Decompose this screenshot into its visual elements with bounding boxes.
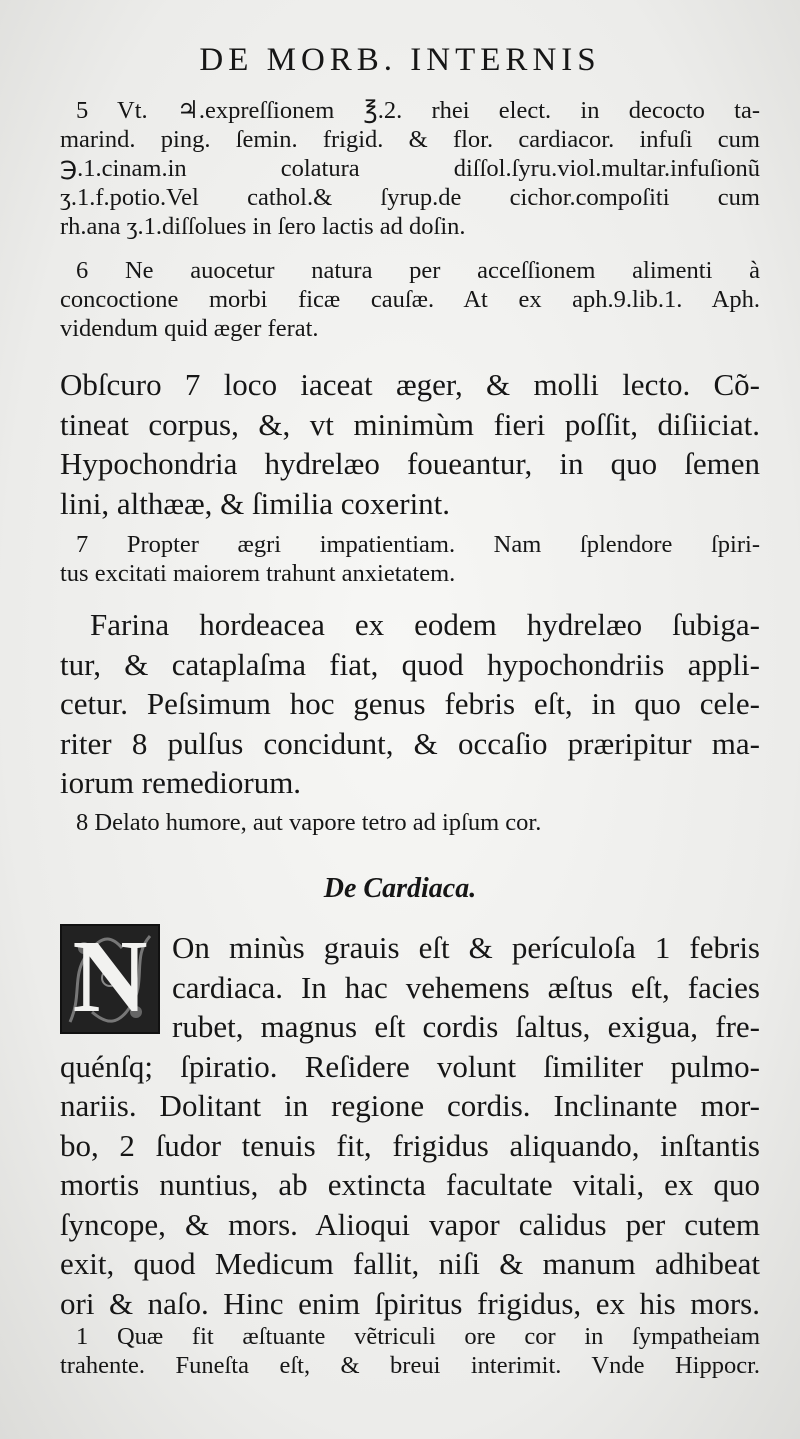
text-line: tur, & cataplaſma fiat, quod hypochondriis appli- — [60, 646, 760, 682]
text-line: rubet, magnus eſt cordis ſaltus, exigua, fre- — [172, 1009, 760, 1044]
text-line: 1 Quæ fit æſtuante vẽtriculi ore cor in ſympatheiam — [76, 1323, 760, 1350]
text-line: ℈.1.cinam.in colatura diſſol.ſyru.viol.multar.infuſionũ — [60, 155, 760, 182]
text-line: mortis nuntius, ab extincta facultate vitali, ex quo — [60, 1167, 760, 1202]
text-line: ſyncope, & mors. Alioqui vapor calidus per cutem — [60, 1206, 760, 1242]
paragraph-cardiaca — [60, 928, 760, 1323]
text-line: Farina hordeacea ex eodem hydrelæo ſubiga- — [90, 607, 760, 642]
text-line: quénſq; ſpiratio. Reſidere volunt ſimiliter pulmo- — [60, 1048, 760, 1084]
text-line: rh.ana ʒ.1.diſſolues in ſero lactis ad doſin. — [60, 213, 466, 240]
text-line: lini, althææ, & ſimilia coxerint. — [60, 485, 451, 521]
text-line: cetur. Peſsimum hoc genus febris eſt, in quo cele- — [60, 686, 760, 721]
text-line: 8 Delato humore, aut vapore tetro ad ipſum cor. — [76, 809, 542, 836]
text-line: videndum quid æger ferat. — [60, 315, 319, 342]
footnote-7 — [60, 530, 760, 588]
footnote-1 — [60, 1322, 760, 1380]
text-line: 7 Propter ægri impatientiam. Nam ſplendore ſpiri- — [76, 531, 760, 558]
text-line: ʒ.1.f.potio.Vel cathol.& ſyrup.de cichor.compoſiti cum — [60, 184, 760, 211]
initial-letter: N — [72, 919, 148, 1034]
paragraph-obscuro — [60, 365, 760, 523]
text-line: exit, quod Medicum fallit, niſi & manum adhibeat — [60, 1246, 760, 1281]
text-line: On minùs grauis eſt & perículoſa 1 febris — [172, 930, 760, 965]
paragraph-farina — [60, 605, 760, 803]
text-line: Obſcuro 7 loco iaceat æger, & molli lecto. Cõ- — [60, 367, 760, 402]
text-line: 6 Ne auocetur natura per acceſſionem alimenti à — [76, 257, 760, 284]
running-head: DE MORB. INTERNIS — [199, 42, 601, 78]
footnote-8 — [60, 808, 760, 837]
text-line: ori & naſo. Hinc enim ſpiritus frigidus, ex his mors. — [60, 1285, 760, 1321]
footnote-6 — [60, 256, 760, 343]
text-line: concoctione morbi ficæ cauſæ. At ex aph.9.lib.1. Aph. — [60, 286, 760, 313]
text-line: trahente. Funeſta eſt, & breui interimit. Vnde Hippocr. — [60, 1352, 760, 1379]
text-line: iorum remediorum. — [60, 765, 302, 800]
text-line: Hypochondria hydrelæo foueantur, in quo ſemen — [60, 446, 760, 481]
text-line: riter 8 pulſus concidunt, & occaſio præripitur ma- — [60, 725, 760, 761]
text-line: marind. ping. ſemin. frigid. & flor. cardiacor. infuſi cum — [60, 126, 760, 153]
text-line: bo, 2 ſudor tenuis fit, frigidus aliquando, inſtantis — [60, 1127, 760, 1163]
footnote-5 — [60, 96, 760, 241]
text-line: tus excitati maiorem trahunt anxietatem. — [60, 560, 456, 587]
text-line: cardiaca. In hac vehemens æſtus eſt, facies — [172, 969, 760, 1005]
text-line: nariis. Dolitant in regione cordis. Inclinante mor- — [60, 1088, 760, 1123]
text-line: 5 Vt. ♃.expreſſionem ℥.2. rhei elect. in decocto ta- — [76, 97, 760, 124]
text-line: tineat corpus, &, vt minimùm fieri poſſit, diſiiciat. — [60, 406, 760, 442]
section-title: De Cardiaca. — [323, 873, 477, 904]
